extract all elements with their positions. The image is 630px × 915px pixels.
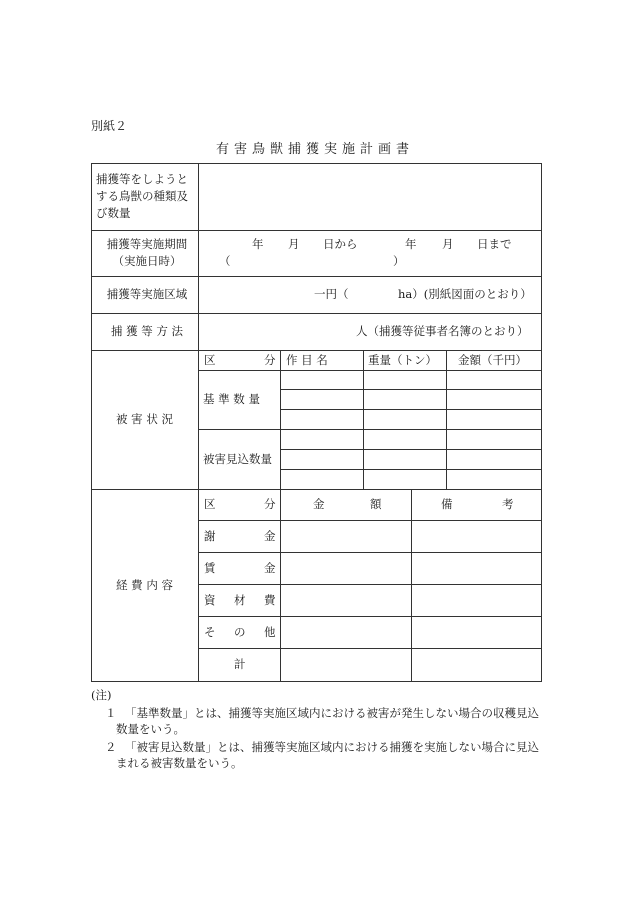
- amount-header: 金額（千円）: [458, 353, 527, 367]
- expense-item-a: 資: [204, 593, 216, 607]
- area-prefix: 一円（: [314, 287, 349, 301]
- area-label: 捕獲等実施区域: [106, 287, 188, 301]
- note-text: 「被害見込数量」とは、捕獲等実施区域内における捕獲を実施しない場合に見込: [125, 740, 539, 754]
- document-title: 有害鳥獣捕獲実施計画書: [215, 142, 414, 157]
- from-year: 年: [252, 237, 264, 251]
- species-label: 捕獲等をしようと する鳥獣の種類及 び数量: [96, 172, 188, 220]
- standard-quantity-label: 基 準 数 量: [203, 392, 260, 406]
- note-text: 数量をいう。: [116, 722, 185, 736]
- expense-item-b: 材: [234, 593, 246, 607]
- expense-item-a: 謝: [204, 529, 216, 543]
- crop-header: 作 目 名: [286, 353, 328, 367]
- expense-item-a: そ: [204, 625, 216, 639]
- expense-item-c: 費: [264, 593, 276, 607]
- to-year: 年: [405, 237, 417, 251]
- damage-kubun-b: 分: [264, 353, 276, 367]
- expense-total: 計: [234, 657, 246, 671]
- from-month: 月: [288, 237, 300, 251]
- note-text: まれる被害数量をいう。: [116, 756, 243, 770]
- note-text: 「基準数量」とは、捕獲等実施区域内における被害が発生しない場合の収穫見込: [125, 706, 539, 720]
- appendix-label: 別紙２: [91, 119, 128, 133]
- damage-label: 被 害 状 況: [116, 412, 173, 426]
- from-day: 日から: [323, 237, 358, 251]
- area-suffix: ha）(別紙図面のとおり）: [398, 287, 532, 301]
- expense-kubun-a: 区: [204, 497, 216, 511]
- note-number: １: [105, 706, 117, 720]
- expense-item-a: 賃: [204, 561, 216, 575]
- expense-amount-a: 金: [313, 497, 325, 511]
- period-label: 捕獲等実施期間 （実施日時）: [106, 237, 188, 268]
- expense-item-c: 他: [264, 625, 276, 639]
- weight-header: 重量（トン）: [368, 353, 437, 367]
- expense-item-b: 金: [264, 561, 276, 575]
- expense-item-b: の: [234, 625, 246, 639]
- method-label: 捕 獲 等 方 法: [110, 324, 184, 338]
- method-value: 人（捕獲等従事者名簿のとおり）: [356, 324, 529, 338]
- expense-item-b: 金: [264, 529, 276, 543]
- damage-kubun-a: 区: [204, 353, 216, 367]
- to-month: 月: [442, 237, 454, 251]
- note-number: ２: [105, 740, 117, 754]
- expected-damage-label: 被害見込数量: [203, 452, 272, 466]
- to-day: 日まで: [477, 237, 512, 251]
- expense-label: 経 費 内 容: [116, 578, 173, 592]
- expense-kubun-b: 分: [264, 497, 276, 511]
- expense-amount-b: 額: [370, 497, 382, 511]
- notes-heading: (注): [91, 688, 112, 702]
- expense-remarks-b: 考: [502, 497, 514, 511]
- time-paren-close: ）: [393, 254, 405, 268]
- time-paren-open: （: [219, 254, 231, 268]
- expense-remarks-a: 備: [441, 497, 453, 511]
